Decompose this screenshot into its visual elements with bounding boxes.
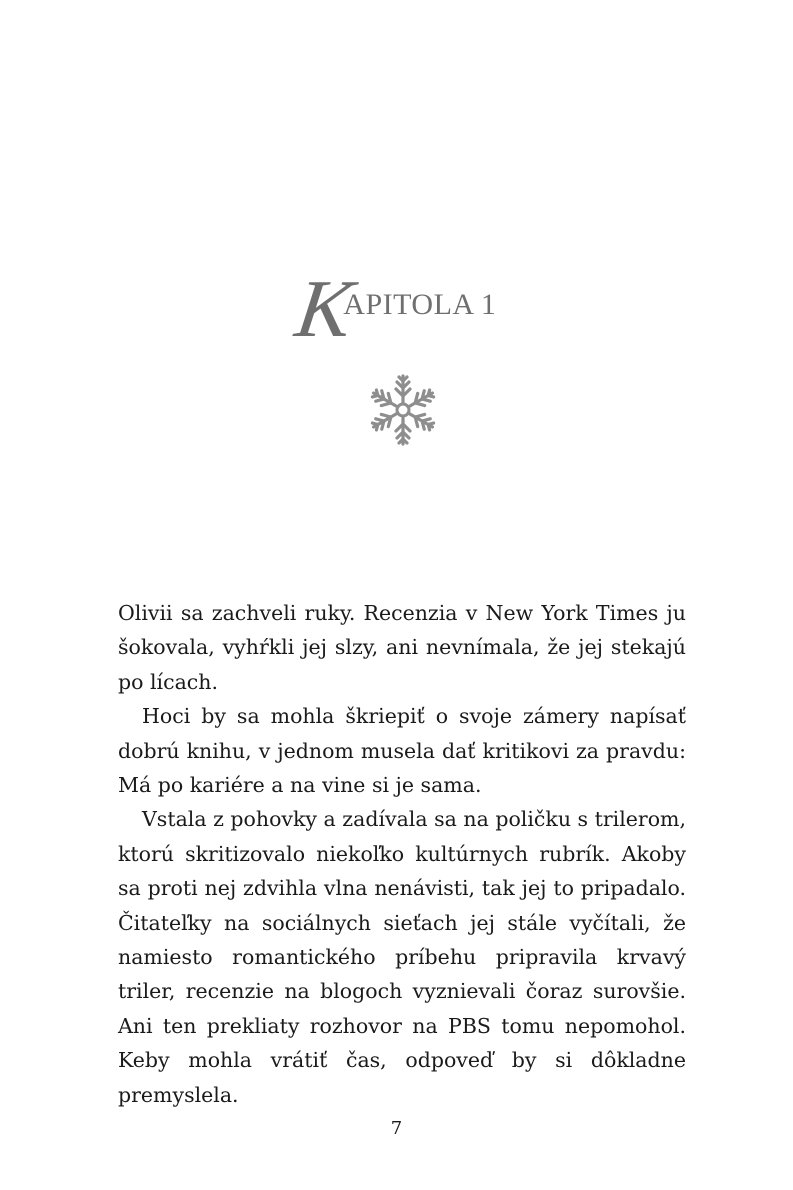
paragraph: Olivii sa zachveli ruky. Recenzia v New York Times ju šokovala, vyhŕkli jej slzy, ani nevnímala, že jej stekajú po lícach. xyxy=(118,601,686,694)
paragraph: Vstala z pohovky a zadívala sa na poličku s trilerom, ktorú skritizovalo niekoľko kultúrnych rubrík. Akoby sa proti nej zdvihla vlna nenávisti, tak jej to pripadalo. Čitateľky na sociálnych sieťach jej stále vyčítali, že namiesto romantického príbehu pripravila krvavý triler, recenzie na blogoch vyznievali čoraz surovšie. Ani ten prekliaty rozhovor na PBS tomu nepomohol. Keby mohla vrátiť čas, odpoveď by si dôkladne premyslela. xyxy=(118,807,686,1107)
chapter-title xyxy=(0,263,793,354)
chapter-title-text: APITOLA 1 xyxy=(343,288,497,321)
page-number: 7 xyxy=(390,1118,403,1139)
snowflake-icon xyxy=(366,372,440,448)
chapter-body xyxy=(118,596,686,1112)
paragraph: Hoci by sa mohla škriepiť o svoje zámery napísať dobrú knihu, v jednom musela dať kritikovi za pravdu: Má po kariére a na vine si je sama. xyxy=(118,704,686,798)
chapter-title-initial: K xyxy=(290,263,358,354)
